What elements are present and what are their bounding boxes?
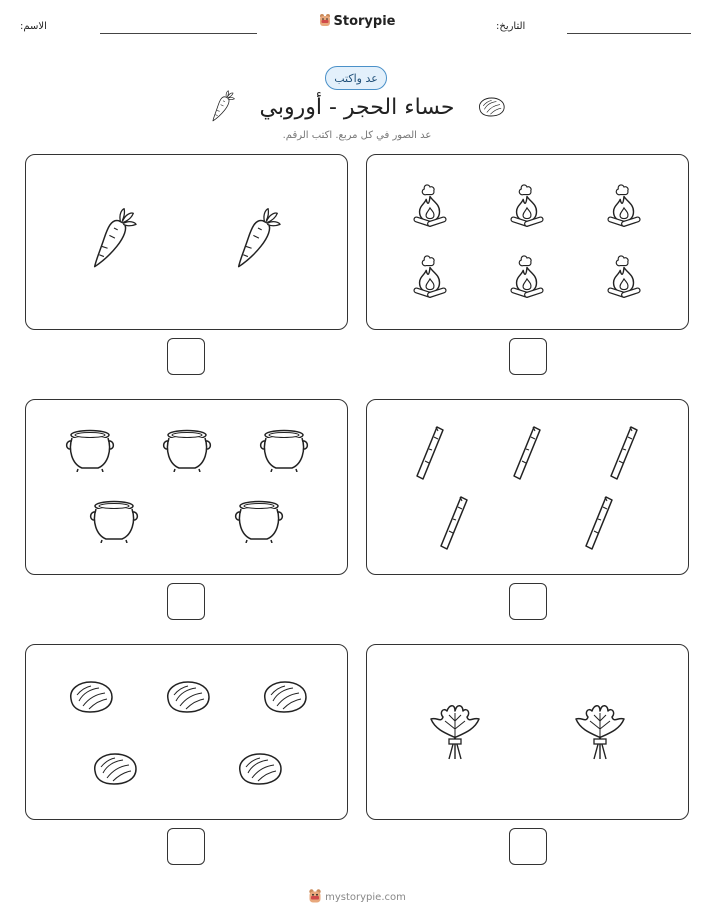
date-line[interactable] xyxy=(567,33,691,34)
count-panel-carrots xyxy=(25,154,348,330)
pot-icon xyxy=(233,499,285,543)
campfire-icon xyxy=(605,251,643,303)
greens-icon xyxy=(427,701,483,761)
stick-icon xyxy=(609,425,639,481)
greens-icon xyxy=(572,701,628,761)
count-panel-pots xyxy=(25,399,348,575)
pot-icon xyxy=(258,428,310,472)
stone-icon xyxy=(234,751,284,787)
answer-box-carrots[interactable] xyxy=(167,338,205,375)
count-panel-stones xyxy=(25,644,348,820)
carrot-icon xyxy=(91,207,137,273)
pot-icon xyxy=(88,499,140,543)
count-panel-greens xyxy=(366,644,689,820)
name-label: الاسم: xyxy=(20,21,47,32)
instructions: عد الصور في كل مربع. اكتب الرقم. xyxy=(282,130,432,141)
pot-icon xyxy=(64,428,116,472)
stick-icon xyxy=(439,495,469,551)
campfire-icon xyxy=(605,180,643,232)
title-stone-icon xyxy=(476,96,506,118)
stone-icon xyxy=(259,679,309,715)
stick-icon xyxy=(512,425,542,481)
date-label: التاريخ: xyxy=(496,21,526,32)
campfire-icon xyxy=(411,180,449,232)
count-panel-campfires xyxy=(366,154,689,330)
stone-icon xyxy=(65,679,115,715)
storypie-logo-icon xyxy=(319,13,331,27)
pot-icon xyxy=(161,428,213,472)
brand-name: Storypie xyxy=(333,14,396,29)
answer-box-campfires[interactable] xyxy=(509,338,547,375)
page-title: حساء الحجر - أوروبي xyxy=(259,95,455,120)
answer-box-sticks[interactable] xyxy=(509,583,547,620)
answer-box-stones[interactable] xyxy=(167,828,205,865)
name-line[interactable] xyxy=(100,33,257,34)
count-panel-sticks xyxy=(366,399,689,575)
campfire-icon xyxy=(508,180,546,232)
worksheet-badge: عد واكتب xyxy=(325,66,387,90)
campfire-icon xyxy=(411,251,449,303)
footer-url[interactable]: mystorypie.com xyxy=(325,892,406,903)
answer-box-greens[interactable] xyxy=(509,828,547,865)
storypie-mascot-icon xyxy=(308,888,322,904)
carrot-icon xyxy=(235,207,281,273)
answer-box-pots[interactable] xyxy=(167,583,205,620)
campfire-icon xyxy=(508,251,546,303)
stick-icon xyxy=(415,425,445,481)
stone-icon xyxy=(162,679,212,715)
stick-icon xyxy=(584,495,614,551)
stone-icon xyxy=(89,751,139,787)
